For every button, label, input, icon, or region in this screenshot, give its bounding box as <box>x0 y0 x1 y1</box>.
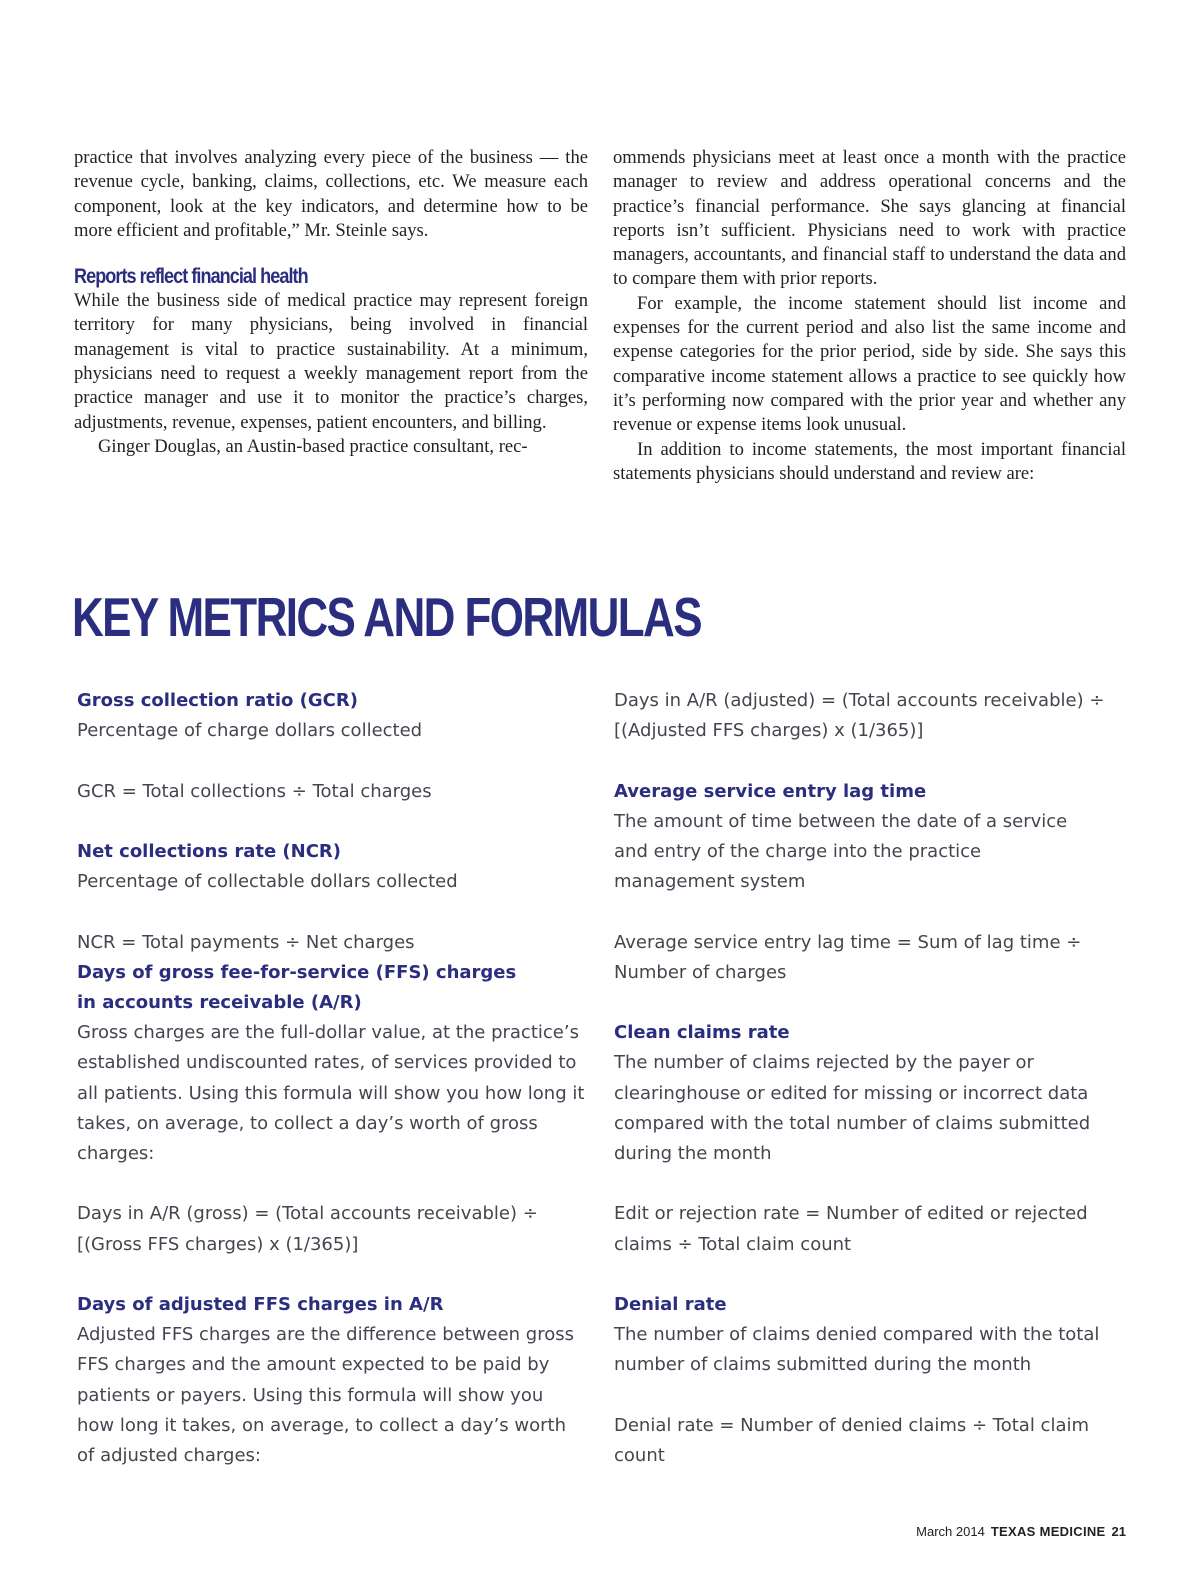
paragraph-business: While the business side of medical practice may represent foreign territory for many physicians, being involved in financial management is vital to practice sustainability. At a minimum, physicians need to request a weekly management report from the practice manager and use it to monitor the practice’s charges, adjustments, revenue, expenses, patient encounters, and billing. <box>74 290 588 433</box>
metric-gross-ar-description: Gross charges are the full-dollar value, at the practice’s established undiscounted rates, of services provided to all patients. Using this formula will show you how long it takes, on average, to collect a day’s worth of gross charges: <box>77 1022 585 1164</box>
metric-clean-claims-title: Clean claims rate <box>614 1022 790 1044</box>
metric-ncr-formula: NCR = Total payments ÷ Net charges <box>77 931 415 953</box>
spacer <box>77 1260 592 1290</box>
metric-gcr-title: Gross collection ratio (GCR) <box>77 690 358 711</box>
metric-adjusted-ar-description: Adjusted FFS charges are the difference between gross FFS charges and the amount expected to be paid by patients or payers. Using this formula will show you how long it takes, on average, to collect a day’s worth of adjusted charges: <box>77 1324 574 1466</box>
spacer <box>614 1260 1129 1290</box>
metric-ncr-description: Percentage of collectable dollars collected <box>77 871 458 893</box>
metric-ncr-title: Net collections rate (NCR) <box>77 840 342 862</box>
metric-lag-title: Average service entry lag time <box>614 780 927 802</box>
spacer <box>77 746 592 776</box>
paragraph-meet: ommends physicians meet at least once a month with the practice manager to review and address operational concerns and the practice’s financial performance. She says glancing at financial reports isn’t sufficient. Physicians need to work with practice managers, accountants, and financial staff to understand the data and to compare them with prior reports. <box>613 147 1126 290</box>
spacer <box>614 897 1129 927</box>
metric-denial-formula: Denial rate = Number of denied claims ÷ Total claim count <box>614 1414 1090 1466</box>
metrics-column-left <box>77 686 592 1471</box>
metric-lag-formula: Average service entry lag time = Sum of lag time ÷ Number of charges <box>614 931 1082 983</box>
spacer <box>614 1381 1129 1411</box>
metrics-title: KEY METRICS AND FORMULAS <box>72 586 701 648</box>
spacer <box>614 746 1129 776</box>
paragraph-example: For example, the income statement should list income and expenses for the current period and also list the same income and expense categories for the prior period, side by side. She says this comparative income statement allows a practice to see quickly how it’s performing now compared with the prior year and whether any revenue or expense items look unusual. <box>613 292 1126 436</box>
paragraph-intro: practice that involves analyzing every piece of the business — the revenue cycle, banking, claims, collections, etc. We measure each component, look at the key indicators, and determine how to be more efficient and profitable,” Mr. Steinle says. <box>74 147 588 241</box>
page-footer <box>916 1524 1126 1539</box>
metric-denial-description: The number of claims denied compared with the total number of claims submitted during the month <box>614 1324 1100 1376</box>
metric-lag-description: The amount of time between the date of a service and entry of the charge into the practice management system <box>614 810 1068 893</box>
metric-adjusted-ar-title: Days of adjusted FFS charges in A/R <box>77 1293 444 1315</box>
footer-magazine-name: TEXAS MEDICINE <box>990 1524 1106 1539</box>
spacer <box>77 1169 592 1199</box>
section-subhead: Reports reflect financial health <box>74 265 308 289</box>
paragraph-douglas: Ginger Douglas, an Austin-based practice consultant, rec- <box>98 435 528 457</box>
spacer <box>77 897 592 927</box>
article-column-left <box>74 146 588 459</box>
metric-gross-ar-title: Days of gross fee-for-service (FFS) charges in accounts receivable (A/R) <box>77 961 517 1013</box>
metrics-column-right <box>614 686 1129 1471</box>
spacer <box>614 1169 1129 1199</box>
spacer <box>614 988 1129 1018</box>
metric-clean-claims-description: The number of claims rejected by the payer or clearinghouse or edited for missing or incorrect data compared with the total number of claims submitted during the month <box>614 1052 1091 1164</box>
metric-gcr-description: Percentage of charge dollars collected <box>77 720 423 742</box>
footer-date: March 2014 <box>916 1524 985 1539</box>
spacer <box>77 807 592 837</box>
metric-gcr-formula: GCR = Total collections ÷ Total charges <box>77 780 432 802</box>
metric-denial-title: Denial rate <box>614 1293 727 1315</box>
footer-page-number: 21 <box>1111 1524 1126 1539</box>
paragraph-addition: In addition to income statements, the most important financial statements physicians should understand and review are: <box>613 438 1126 484</box>
metric-gross-ar-formula: Days in A/R (gross) = (Total accounts receivable) ÷ [(Gross FFS charges) x (1/365)] <box>77 1203 538 1255</box>
metric-clean-claims-formula: Edit or rejection rate = Number of edited or rejected claims ÷ Total claim count <box>614 1203 1088 1255</box>
article-column-right <box>613 146 1126 486</box>
metric-adjusted-ar-formula: Days in A/R (adjusted) = (Total accounts receivable) ÷ [(Adjusted FFS charges) x (1/365)] <box>614 690 1105 742</box>
